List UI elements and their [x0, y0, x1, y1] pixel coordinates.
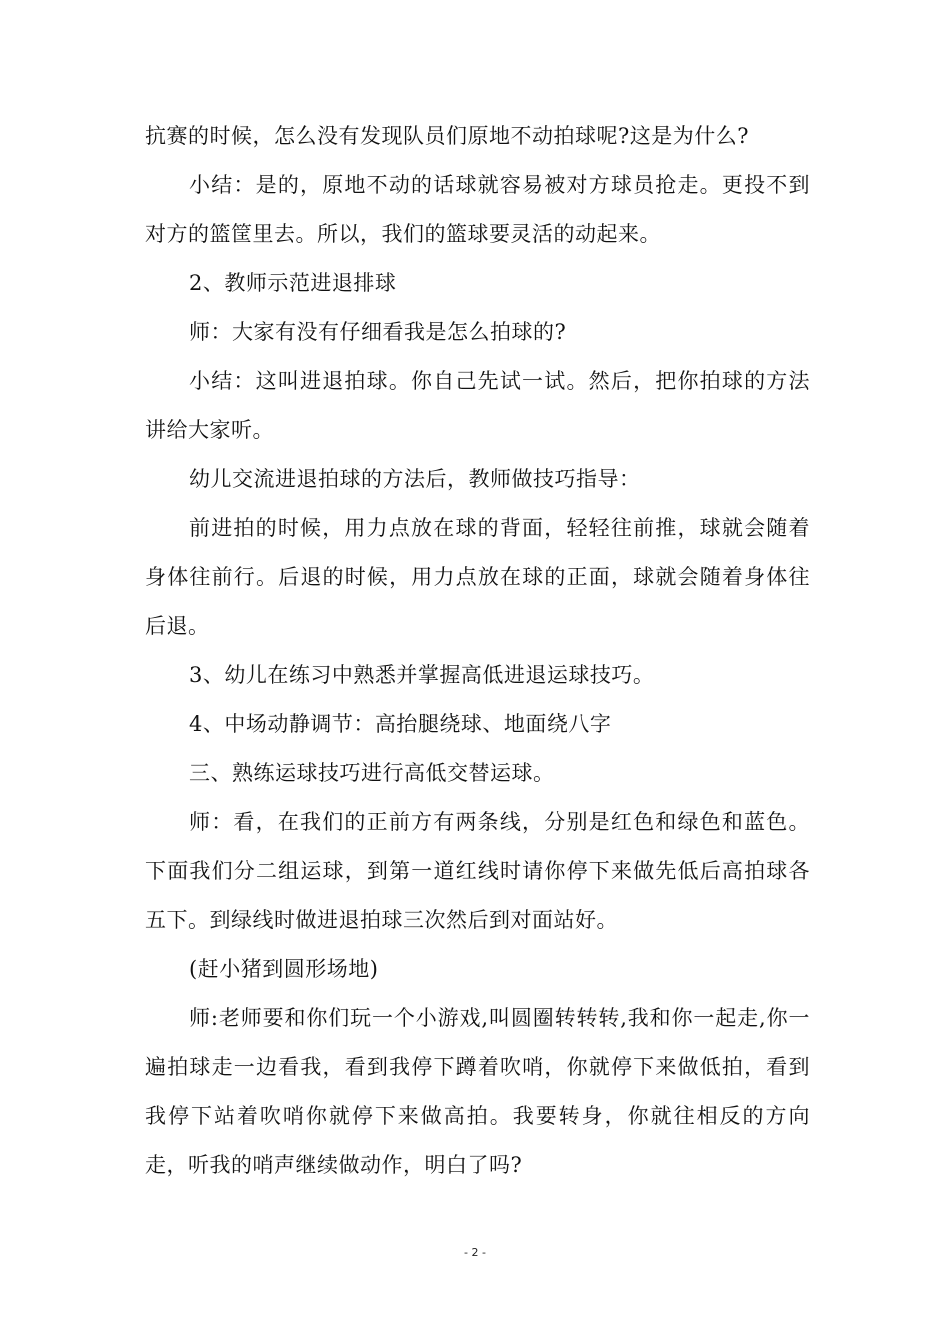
- paragraph: 师:老师要和你们玩一个小游戏,叫圆圈转转转,我和你一起走,你一遍拍球走一边看我，看到我停下蹲着吹哨，你就停下来做低拍，看到我停下站着吹哨你就停下来做高拍。我要转身，你就往相反的方向走，听我的哨声继续做动作，明白了吗?: [145, 1006, 810, 1177]
- paragraph: 幼儿交流进退拍球的方法后，教师做技巧指导：: [189, 467, 641, 491]
- paragraph: 小结：这叫进退拍球。你自己先试一试。然后，把你拍球的方法讲给大家听。: [145, 369, 810, 442]
- paragraph: 3、幼儿在练习中熟悉并掌握高低进退运球技巧。: [189, 663, 655, 687]
- page-number: - 2 -: [464, 1246, 486, 1259]
- paragraph: 师：大家有没有仔细看我是怎么拍球的?: [189, 320, 567, 344]
- paragraph: 前进拍的时候，用力点放在球的背面，轻轻往前推，球就会随着身体往前行。后退的时候，用力点放在球的正面，球就会随着身体往后退。: [145, 516, 810, 638]
- paragraph: 抗赛的时候，怎么没有发现队员们原地不动拍球呢?这是为什么?: [145, 124, 750, 148]
- paragraph: 三、熟练运球技巧进行高低交替运球。: [189, 761, 555, 785]
- paragraph: 小结：是的，原地不动的话球就容易被对方球员抢走。更投不到对方的篮筐里去。所以，我们的篮球要灵活的动起来。: [145, 173, 810, 246]
- paragraph: (赶小猪到圆形场地): [189, 957, 379, 981]
- paragraph: 4、中场动静调节：高抬腿绕球、地面绕八字: [189, 712, 612, 736]
- paragraph: 2、教师示范进退排球: [189, 271, 397, 295]
- paragraph: 师：看，在我们的正前方有两条线，分别是红色和绿色和蓝色。下面我们分二组运球，到第一道红线时请你停下来做先低后高拍球各五下。到绿线时做进退拍球三次然后到对面站好。: [145, 810, 810, 932]
- document-body: [145, 112, 810, 1190]
